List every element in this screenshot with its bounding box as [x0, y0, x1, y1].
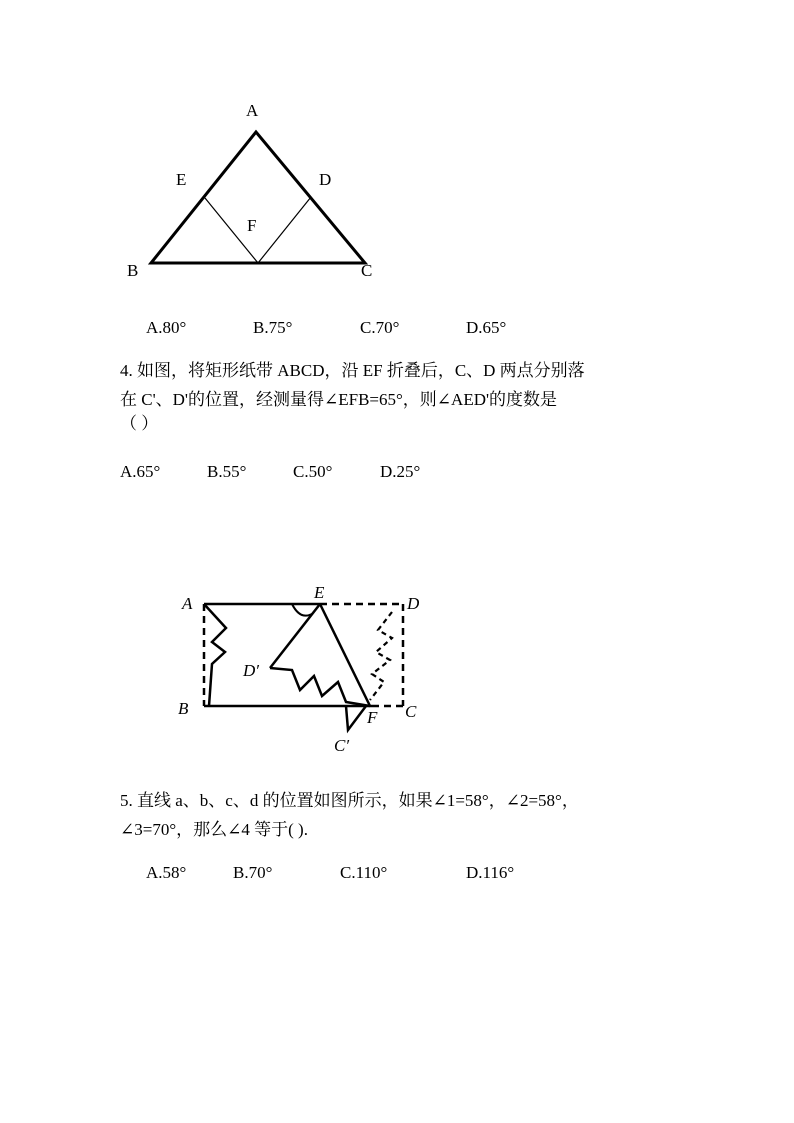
q3-option-a[interactable]: A.80°	[146, 318, 187, 337]
label-a2: A	[182, 594, 193, 613]
label-e: E	[176, 170, 187, 189]
label-c-prime: C′	[334, 736, 350, 755]
label-f: F	[247, 216, 257, 235]
q3-option-c[interactable]: C.70°	[360, 318, 400, 337]
q5-options	[0, 863, 794, 887]
q5-option-d[interactable]: D.116°	[466, 863, 515, 882]
label-d-prime: D′	[243, 661, 259, 680]
q4-option-d[interactable]: D.25°	[380, 462, 421, 481]
q4-line-2: 在 C'、D'的位置，经测量得∠EFB=65°，则∠AED'的度数是	[120, 390, 558, 409]
q4-line-1: 4. 如图，将矩形纸带 ABCD，沿 EF 折叠后，C、D 两点分别落	[120, 361, 585, 380]
q3-option-b[interactable]: B.75°	[253, 318, 293, 337]
q4-option-c[interactable]: C.50°	[293, 462, 333, 481]
q4-option-b[interactable]: B.55°	[207, 462, 247, 481]
q5-option-b[interactable]: B.70°	[233, 863, 273, 882]
label-b: B	[127, 261, 139, 280]
q5-line-2: ∠3=70°，那么∠4 等于( ).	[120, 820, 308, 839]
q3-option-d[interactable]: D.65°	[466, 318, 507, 337]
label-c2: C	[405, 702, 417, 721]
q4-answer-bracket: （ ）	[120, 414, 159, 433]
label-c: C	[361, 261, 373, 280]
label-f2: F	[367, 708, 378, 727]
q5-line-1: 5. 直线 a、b、c、d 的位置如图所示，如果∠1=58°，∠2=58°，	[120, 791, 579, 810]
label-d2: D	[407, 594, 420, 613]
label-b2: B	[178, 699, 189, 718]
label-e2: E	[314, 583, 325, 602]
label-a: A	[246, 101, 259, 120]
q4-option-a[interactable]: A.65°	[120, 462, 161, 481]
question-5	[120, 786, 579, 844]
q5-option-c[interactable]: C.110°	[340, 863, 388, 882]
q5-option-a[interactable]: A.58°	[146, 863, 187, 882]
label-d: D	[319, 170, 332, 189]
